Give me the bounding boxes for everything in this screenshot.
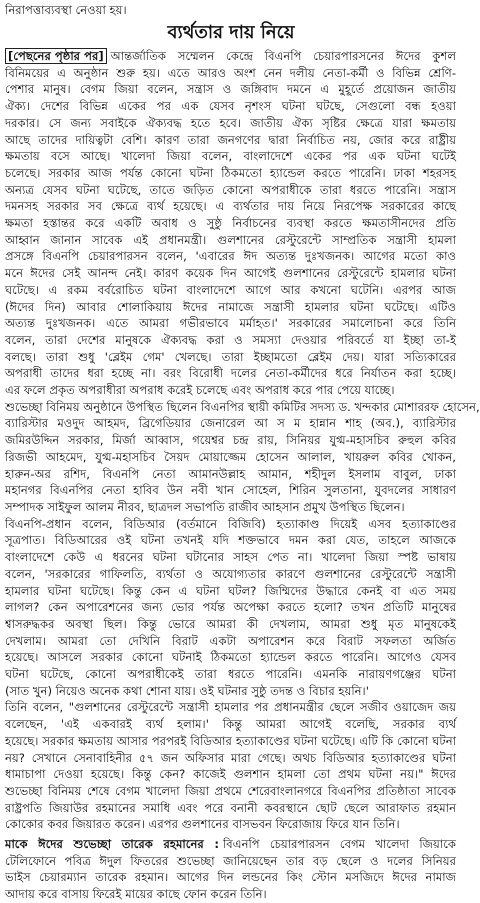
article-line: আহ্বান জানান সাবেক এই প্রধানমন্ত্রী। গুলশানের রেস্টুরেন্টে সাম্প্রতিক সন্ত্রাসী হামলা (5, 232, 456, 247)
section-subhead: মাকে ঈদের শুভেচ্ছা তারেক রহমানের : (5, 837, 219, 852)
article-line: রিজভী আহমেদ, যুগ্ম-মহাসচিব সৈয়দ মোয়াজ্জেম হোসেন আলাল, খায়রুল কবির খোকন, (5, 449, 456, 464)
article-line: নয়? সেখানে সেনাবাহিনীর ৫৭ জন অফিসার মারা গেছে। অথচ বিডিআর হত্যাকাণ্ডের ঘটনা (5, 750, 456, 765)
article-line: অত্যন্ত দুঃখজনক। এতে আমরা গভীরভাবে মর্মাহত।' সরকারের সমালোচনা করে তিনি (5, 316, 456, 331)
article-line: ক্ষমতা হস্তান্তর করে একটি অবাধ ও সুষ্ঠু নির্বাচনের ব্যবস্থা করতে ক্ষমতাসীনদের প্রতি (5, 216, 456, 231)
article-line: ঐক্য। দেশের বিভিন্ন একের পর এক যেসব নৃশংস ঘটনা ঘটছে, সেগুলো বন্ধ হওয়া (5, 99, 456, 114)
article-line: জমিরউদ্দিন সরকার, মির্জা আব্বাস, গয়েশ্বর চন্দ্র রায়, সিনিয়র যুগ্ম-মহাসচিব রুহুল কবির (5, 433, 456, 448)
article-line: সম্পাদক সাইফুল আলম নীরব, ছাত্রদল সভাপতি রাজীব আহসান প্রমুখ উপস্থিত ছিলেন। (5, 499, 405, 514)
article-line: তিনি বলেন, "গুলশানের রেস্টুরেন্টে সন্ত্রাসী হামলার পর প্রধানমন্ত্রীর ছেলে সজীব ওয়াজেদ জয় (5, 700, 456, 715)
article-line: বলেন, 'সরকারের গাফিলতি, ব্যর্থতা ও অযোগ্যতার কারণে গুলশানের রেস্টুরেন্টে সন্ত্রাসী (5, 566, 456, 581)
article-line: বলেছেন, 'এই একবারই ব্যর্থ হলাম।' কিন্তু আমরা আগেই বলেছি, সরকার ব্যর্থ (5, 717, 456, 732)
article-line: অন্যত্র যেসব ঘটনা ঘটেছে, তাতে জড়িত কোনো অপরাধীকে তারা ধরতে পারেনি। সন্ত্রাস (5, 182, 456, 197)
article-line: শ্বাসরুদ্ধকর অবস্থা ছিল। কিন্তু ভোরে আমরা কী দেখলাম, আমরা শুধু মৃত মানুষকেই (5, 616, 456, 631)
article-line: লাগল? কেন অপারেশনের জন্য ভোর পর্যন্ত অপেক্ষা করতে হলো? তখন প্রতিটি মানুষের (5, 600, 456, 615)
article-line: হারুন-অর রশিদ, বিএনপি নেতা আমানউল্লাহ আমান, শহীদুল ইসলাম বাবুল, ঢাকা (5, 466, 456, 481)
article-line: দরকার। সে জন্য সবাইকে ঐক্যবদ্ধ হতে হবে। জাতীয় ঐক্য সৃষ্টির ক্ষেত্রে যারা ক্ষমতায় (5, 115, 456, 130)
article-line: ভাইস চেয়ারম্যান তারেক রহমান। আগের দিন লন্ডনের কিং স্টোন মসজিদে ঈদের নামাজ (5, 870, 456, 885)
article-line: বিনিময়ের এ অনুষ্ঠান শুরু হয়। এতে আরও অংশ নেন দলীয় নেতা-কর্মী ও বিভিন্ন শ্রেণি- (5, 65, 456, 80)
article-line: প্রসঙ্গে বিএনপি চেয়ারপারসন বলেন, 'এবারের ঈদ অত্যন্ত দুঃখজনক। আগের মতো কাও (5, 249, 456, 264)
article-line: শুভেচ্ছা বিনিময় অনুষ্ঠানে উপস্থিত ছিলেন বিএনপির স্থায়ী কমিটির সদস্য ড. খন্দকার মোশাররফ হোসেন, (5, 399, 480, 414)
previous-article-fragment: নিরাপত্তাব্যবস্থা নেওয়া হয়। (5, 3, 127, 17)
article-line: বলেন, তারা দেশের মানুষকে ঐক্যবদ্ধ করা ও সমস্যা দেওয়ার পরিবর্তে যা ইচ্ছা তা-ই (5, 332, 456, 347)
article-line: আদায় করে বাসায় ফিরেই মায়ের কাছে ফোন করেন তিনি। (5, 887, 267, 902)
article-line: [পেছনের পৃষ্ঠার পর] আন্তর্জাতিক সম্মেলন কেন্দ্রে বিএনপি চেয়ারপারসনের ঈদের কুশল (5, 48, 456, 65)
article-line: ধামাচাপা দেওয়া হয়েছে। কিন্তু কেন? কাজেই গুলশান হামলা তো প্রথম ঘটনা নয়।" ঈদের (5, 767, 456, 782)
article-line: চলেছে। সরকার আজ পর্যন্ত কোনো ঘটনা ঠিকমতো হ্যান্ডেল করতে পারেনি। ঢাকা শহরসহ (5, 165, 456, 180)
article-line: হয়েছে। সরকার ক্ষমতায় আসার পরপরই বিডিআর হত্যাকাণ্ডের ঘটনা ঘটেছে। এটি কি কোনো ঘটনা (5, 733, 456, 748)
article-line: বলছে। তারা শুধু 'ব্লেইম গেম' খেলছে। তারা ইচ্ছামতো ব্লেইম দেয়। যারা সত্যিকারের (5, 349, 456, 364)
article-line: হয়েছে। আসলে সরকার কোনো ঘটনাই ঠিকমতো হ্যান্ডেল করতে পারেনি। আগেও যেসব (5, 650, 456, 665)
continued-from-kicker: [পেছনের পৃষ্ঠার পর] (5, 48, 107, 64)
article-line: টেলিফোনে পবিত্র ঈদুল ফিতরের শুভেচ্ছা জানিয়েছেন তার বড় ছেলে ও দলের সিনিয়র (5, 853, 456, 868)
article-line: সূত্রপাত। বিডিআরের ওই ঘটনা তখনই যদি শক্তভাবে দমন করা যেত, তাহলে আজকে (5, 533, 456, 548)
article-line: হামলার ঘটনা ঘটেছে। কিন্তু কেন এ ঘটনা ঘটল? জিম্মিদের উদ্ধারে কেনই বা এত সময় (5, 583, 456, 598)
article-line: দেখলাম। আমরা তো দেখিনি বিরাট একটা অপারেশন করে বিরাট সফলতা অর্জিত (5, 633, 456, 648)
article-headline: ব্যর্থতার দায় নিয়ে (167, 22, 295, 43)
article-line: মনে ঈদের সেই আনন্দ নেই। কারণ কয়েক দিন আগেই গুলশানের রেস্টুরেন্টে হামলার ঘটনা (5, 266, 456, 281)
article-line: বিএনপি-প্রধান বলেন, বিডিআর (বর্তমানে বিজিবি) হত্যাকাণ্ড দিয়েই এসব হত্যাকাণ্ডের (5, 516, 456, 531)
article-line: পেশার মানুষ। বেগম জিয়া বলেন, সন্ত্রাস ও জঙ্গিবাদ দমনে এ মুহূর্তে প্রয়োজন জাতীয় (5, 82, 456, 97)
article-line: মাকে ঈদের শুভেচ্ছা তারেক রহমানের : বিএনপি চেয়ারপারসন বেগম খালেদা জিয়াকে (5, 837, 456, 852)
article-line: ঘটনা ঘটেছে, কোনো অপরাধীকেই তারা ধরতে পারেনি। এমনকি নারায়ণগঞ্জের ঘটনা (5, 667, 456, 682)
article-line: এর ফলে প্রকৃত অপরাধীরা অপরাধ করেই চলেছে এবং অপরাধ করে পার পেয়ে যাচ্ছে। (5, 383, 395, 398)
article-line: বাংলাদেশে কেউ এ ধরনের ঘটনা ঘটানোর সাহস পেত না। খালেদা জিয়া স্পষ্ট ভাষায় (5, 550, 456, 565)
article-line: (ঈদের দিন) আবার শোলাকিয়ায় ঈদের নামাজে সন্ত্রাসী হামলার ঘটনা ঘটেছে। এটিও (5, 299, 456, 314)
article-line: দমনসহ সরকার সব ক্ষেত্রে ব্যর্থ হয়েছে। এ ব্যর্থতার দায় নিয়ে নিরপেক্ষ সরকারের কাছে (5, 199, 456, 214)
article-line: ক্ষমতায় বসে আছে। খালেদা জিয়া বলেন, বাংলাদেশে একের পর এক ঘটনা ঘটেই (5, 149, 456, 164)
article-line: মহানগর বিএনপির নেতা হাবিব উন নবী খান সোহেল, শিরিন সুলতানা, যুবদলের সাধারণ (5, 483, 456, 498)
article-line: আছে তাদের দায়িত্বটা বেশি। কারণ তারা জনগণের দ্বারা নির্বাচিত নয়, জোর করে রাষ্ট্রীয় (5, 132, 456, 147)
article-line: কোকোর কবর জিয়ারত করেন। এরপর গুলশানের বাসভবন ফিরোজায় ফিরে যান তিনি। (5, 817, 400, 832)
article-line: ঘটেছে। এ রকম বর্বরোচিত ঘটনা বাংলাদেশে আগে আর কখনো ঘটেনি। এরপর আজ (5, 282, 456, 297)
article-line: রাষ্ট্রপতি জিয়াউর রহমানের সমাধি এবং পরে বনানী কবরস্থানে ছোট ছেলে আরাফাত রহমান (5, 800, 456, 815)
article-body (5, 48, 480, 903)
article-line: ব্যারিস্টার মওদুদ আহমদ, ব্রিগেডিয়ার জেনারেল আ স ম হান্নান শাহ (অব.), ব্যারিস্টার (5, 416, 456, 431)
article-line: অপরাধী তাদের ধরা হচ্ছে না। বরং বিরোধী দলের নেতা-কর্মীদের ধরে নির্যাতন করা হচ্ছে। (5, 366, 456, 381)
article-line: (সাত খুন) নিয়েও অনেক কথা শোনা যায়। ওই ঘটনার সুষ্ঠু তদন্ত ও বিচার হয়নি।' (5, 683, 369, 698)
article-line: শুভেচ্ছা বিনিময় শেষে বেগম খালেদা জিয়া প্রথমে শেরেবাংলানগরে বিএনপির প্রতিষ্ঠাতা সাবেক (5, 783, 456, 798)
